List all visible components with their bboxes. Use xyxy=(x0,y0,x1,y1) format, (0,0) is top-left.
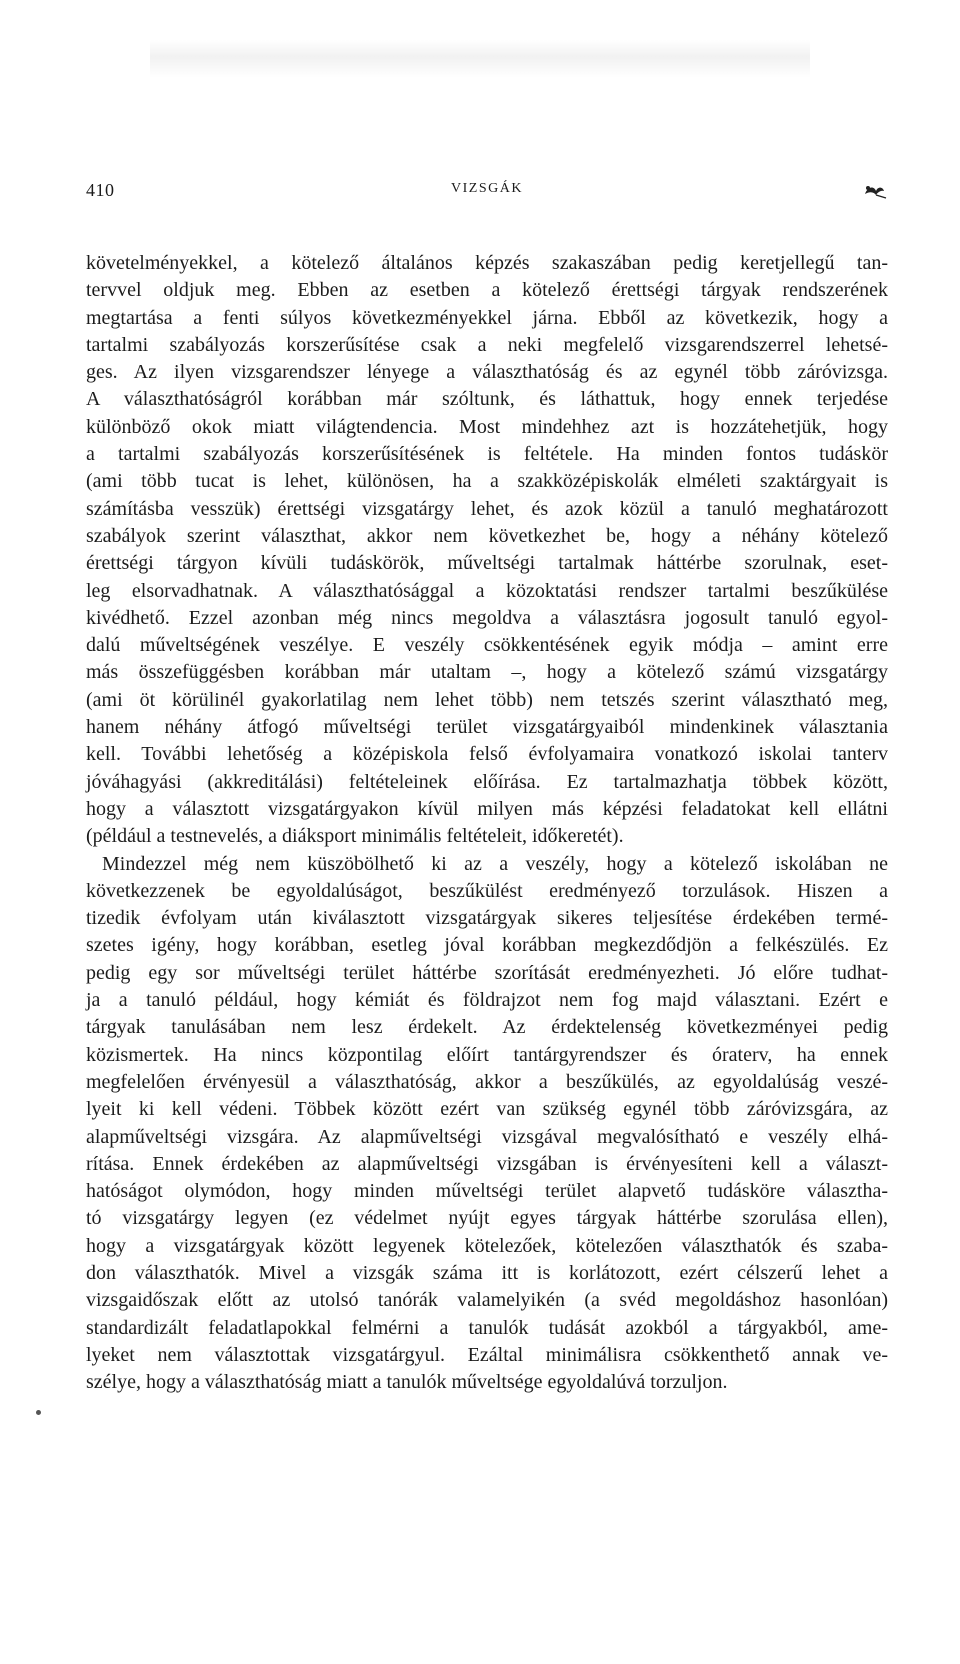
text-line: más összefüggésben korábban már utaltam –, hogy a kötelező számú vizsgatárgy xyxy=(86,661,888,684)
text-line: érettségi tárgyon kívüli tudáskörök, műveltségi tartalmak háttérbe szorulnak, eset- xyxy=(86,552,888,575)
fleuron-icon xyxy=(862,182,888,200)
text-line: don választhatók. Mivel a vizsgák száma itt is korlátozott, ezért célszerű lehet a xyxy=(86,1261,888,1284)
running-title: VIZSGÁK xyxy=(451,181,523,196)
text-line: lyeket nem választottak vizsgatárgyul. Ezáltal minimálisra csökkenthető annak ve- xyxy=(86,1343,888,1366)
text-line: rítása. Ennek érdekében az alapműveltségi vizsgában is érvényesíteni kell a választ- xyxy=(86,1152,888,1175)
text-line: szélye, hogy a választhatóság miatt a tanulók műveltsége egyoldalúvá torzuljon. xyxy=(86,1371,728,1394)
text-line: kivédhető. Ezzel azonban még nincs megoldva a választásra jogosult tanuló egyol- xyxy=(86,606,888,629)
text-line: lyeit ki kell védeni. Többek között ezért van szükség egynél több záróvizsgára, az xyxy=(86,1098,888,1121)
text-line: alapműveltségi vizsgára. Az alapműveltségi vizsgával megvalósítható e veszély elhá- xyxy=(86,1125,888,1148)
text-line: standardizált feladatlapokkal felmérni a tanulók tudását azokból a tárgyakból, ame- xyxy=(86,1316,888,1339)
text-line: közismertek. Ha nincs központilag előírt tantárgyrendszer és óraterv, ha ennek xyxy=(86,1043,888,1066)
text-line: tárgyak tanulásában nem lesz érdekelt. Az érdektelenség következményei pedig xyxy=(86,1016,888,1039)
text-line: vizsgaidőszak előtt az utolsó tanórák valamelyikén (a svéd megoldáshoz hasonlóan) xyxy=(86,1289,888,1312)
text-line: szabályok szerint választhat, akkor nem következhet be, hogy a néhány kötelező xyxy=(86,524,888,547)
text-line: különböző okok miatt világtendencia. Most mindehhez azt is hozzátehetjük, hogy xyxy=(86,415,888,438)
text-line: tizedik évfolyam után kiválasztott vizsgatárgyak sikeres teljesítése érdekében termé- xyxy=(86,907,888,930)
text-line: ja a tanuló például, hogy kémiát és földrajzot nem fog majd választani. Ezért e xyxy=(86,989,888,1012)
text-line: számításba vesszük) érettségi vizsgatárgy lehet, és azok közül a tanuló meghatározott xyxy=(86,497,888,520)
text-line: szetes igény, hogy korábban, esetleg jóval korábban megkezdődjön a felkészülés. Ez xyxy=(86,934,888,957)
text-line: hatóságot olymódon, hogy minden műveltségi terület alapvető tudásköre választha- xyxy=(86,1180,888,1203)
text-line: hogy a választott vizsgatárgyakon kívül milyen más képzési feladatokat kell ellátni xyxy=(86,797,888,820)
text-line: tervvel oldjuk meg. Ebben az esetben a kötelező érettségi tárgyak rendszerének xyxy=(86,279,888,302)
text-line: (ami öt körülinél gyakorlatilag nem lehet több) nem tetszés szerint választható meg, xyxy=(86,688,888,711)
text-line: a tartalmi szabályozás korszerűsítésének is feltétele. Ha minden fontos tudáskör xyxy=(86,443,888,466)
page-header xyxy=(86,180,888,206)
body-text xyxy=(86,250,888,1396)
text-line: dalú műveltségének veszélye. E veszély csökkentésének egyik módja – amint erre xyxy=(86,634,888,657)
text-line: kell. További lehetőség a középiskola felső évfolyamaira vonatkozó iskolai tanterv xyxy=(86,743,888,766)
text-line: A választhatóságról korábban már szóltunk, és láthattuk, hogy ennek terjedése xyxy=(86,388,888,411)
text-line: ges. Az ilyen vizsgarendszer lényege a választhatóság és az egynél több záróvizsga. xyxy=(86,361,888,384)
text-line: követelményekkel, a kötelező általános képzés szakaszában pedig keretjellegű tan- xyxy=(86,252,888,274)
margin-dot xyxy=(36,1410,41,1415)
text-line: Mindezzel még nem küszöbölhető ki az a veszély, hogy a kötelező iskolában ne xyxy=(102,852,888,875)
text-line: tó vizsgatárgy legyen (ez védelmet nyújt egyes tárgyak háttérbe szorulása ellen), xyxy=(86,1207,888,1230)
text-line: következzenek be egyoldalúságot, beszűkülést eredményező torzulások. Hiszen a xyxy=(86,879,888,902)
paragraph-1 xyxy=(86,250,888,386)
text-line: leg elsorvadhatnak. A választhatósággal a közoktatási rendszer tartalmi beszűkülése xyxy=(86,579,888,602)
paragraph-2 xyxy=(86,386,888,850)
text-line: hogy a vizsgatárgyak között legyenek kötelezőek, kötelezően választhatók és szaba- xyxy=(86,1234,888,1257)
scan-shadow xyxy=(150,40,810,78)
text-line: megfelelően érvényesül a választhatóság, akkor a beszűkülés, az egyoldalúság veszé- xyxy=(86,1070,888,1093)
page-number: 410 xyxy=(86,180,115,200)
text-line: pedig egy sor műveltségi terület háttérbe szorítását eredményezheti. Jó előre tudhat- xyxy=(86,961,888,984)
paragraph-3 xyxy=(86,851,888,1397)
text-line: (például a testnevelés, a diáksport minimális feltételeit, időkeretét). xyxy=(86,825,624,848)
text-line: (ami több tucat is lehet, különösen, ha a szakközépiskolák elméleti szaktárgyait is xyxy=(86,470,888,493)
text-line: tartalmi szabályozás korszerűsítése csak a neki megfelelő vizsgarendszerrel lehetsé- xyxy=(86,333,888,356)
text-line: jóváhagyási (akkreditálási) feltételeinek előírása. Ez tartalmazhatja többek között, xyxy=(86,770,888,793)
text-line: hanem néhány átfogó műveltségi terület vizsgatárgyaiból mindenkinek választania xyxy=(86,716,888,739)
text-line: megtartása a fenti súlyos következményekkel járna. Ebből az következik, hogy a xyxy=(86,306,888,329)
